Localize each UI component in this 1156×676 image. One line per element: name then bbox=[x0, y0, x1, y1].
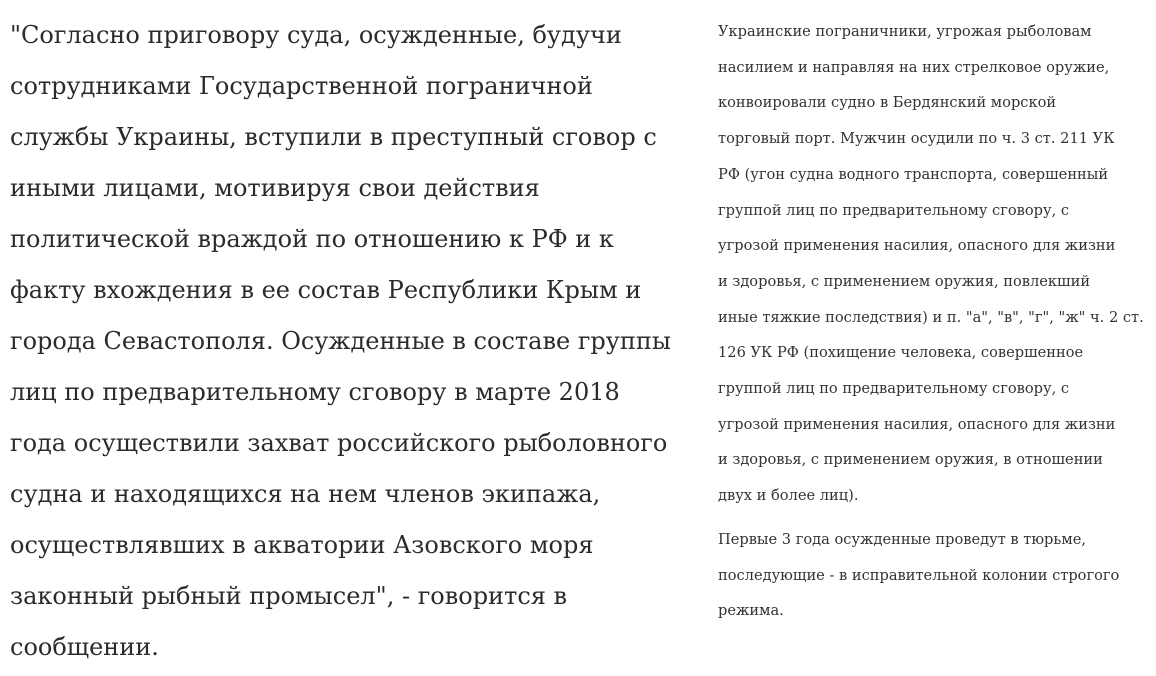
quote-line: года осуществили захват российского рыболовного bbox=[10, 429, 668, 457]
quote-line: лиц по предварительному сговору в марте 2018 bbox=[10, 378, 620, 406]
article-line: иные тяжкие последствия) и п. "а", "в", "г", "ж" ч. 2 ст. bbox=[718, 308, 1144, 326]
quote-line: политической враждой по отношению к РФ и к bbox=[10, 225, 614, 253]
article-line: Первые 3 года осужденные проведут в тюрьме, bbox=[718, 530, 1086, 548]
quote-line: "Согласно приговору суда, осужденные, будучи bbox=[10, 21, 622, 49]
quote-line: осуществлявших в акватории Азовского моря bbox=[10, 531, 594, 559]
article-line: и здоровья, с применением оружия, в отношении bbox=[718, 451, 1103, 469]
article-line: и здоровья, с применением оружия, повлекший bbox=[718, 272, 1091, 290]
quote-line: законный рыбный промысел", - говорится в bbox=[10, 582, 568, 610]
quote-line: судна и находящихся на нем членов экипажа, bbox=[10, 480, 601, 508]
article-line: насилием и направляя на них стрелковое оружие, bbox=[718, 58, 1110, 76]
article-line: РФ (угон судна водного транспорта, совершенный bbox=[718, 165, 1109, 183]
article-line: 126 УК РФ (похищение человека, совершенное bbox=[718, 344, 1084, 362]
quote-line: иными лицами, мотивируя свои действия bbox=[10, 174, 540, 202]
article-line: конвоировали судно в Бердянский морской bbox=[718, 94, 1057, 112]
article-line: режима. bbox=[718, 602, 784, 620]
article-line: группой лиц по предварительному сговору, с bbox=[718, 201, 1070, 219]
article-line: угрозой применения насилия, опасного для жизни bbox=[718, 237, 1116, 255]
quote-line: службы Украины, вступили в преступный сговор с bbox=[10, 123, 657, 151]
article-line: последующие - в исправительной колонии строгого bbox=[718, 566, 1120, 584]
article-paragraph-2 bbox=[718, 522, 1156, 629]
article-paragraph-1 bbox=[718, 14, 1156, 514]
quote-line: факту вхождения в ее состав Республики Крым и bbox=[10, 276, 642, 304]
quote-line: сообщении. bbox=[10, 633, 159, 661]
quote-line: сотрудниками Государственной пограничной bbox=[10, 72, 593, 100]
article-line: группой лиц по предварительному сговору, с bbox=[718, 380, 1070, 398]
article-line: торговый порт. Мужчин осудили по ч. 3 ст. 211 УК bbox=[718, 130, 1115, 148]
article-line: Украинские пограничники, угрожая рыболовам bbox=[718, 23, 1092, 40]
quote-block bbox=[10, 10, 671, 673]
quote-line: города Севастополя. Осужденные в составе группы bbox=[10, 327, 671, 355]
article-line: угрозой применения насилия, опасного для жизни bbox=[718, 415, 1116, 433]
article-text bbox=[718, 14, 1156, 629]
article-line: двух и более лиц). bbox=[718, 487, 859, 505]
